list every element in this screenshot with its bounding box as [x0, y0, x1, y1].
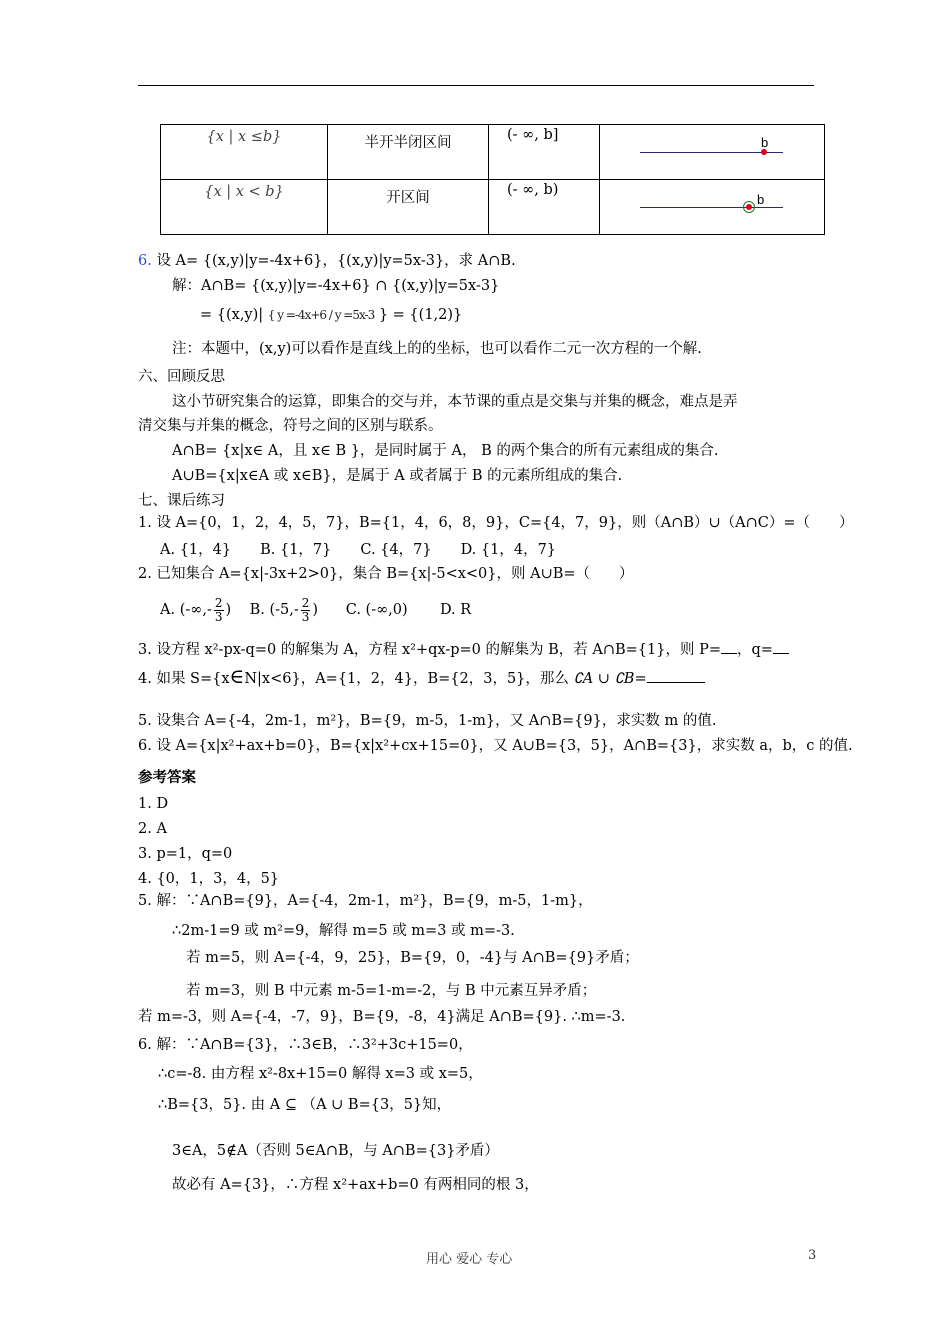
example-6-note: 注：本题中，(x,y)可以看作是直线上的的坐标，也可以看作二元一次方程的一个解. — [172, 341, 702, 357]
endpoint-dot — [746, 204, 752, 210]
interval-table — [160, 124, 825, 235]
answer-blank — [773, 641, 789, 654]
interval-name-cell: 开区间 — [328, 180, 489, 235]
fraction: $\frac{2}{3}$ — [214, 595, 223, 624]
interval-notation-cell: (- ∞, b) — [489, 180, 600, 235]
answer-6-line1: 6. 解：∵A∩B={3}，∴3∈B，∴3²+3c+15=0， — [138, 1037, 473, 1053]
endpoint-label: b — [757, 192, 765, 207]
review-paragraph-line2: 清交集与并集的概念，符号之间的区别与联系。 — [138, 418, 443, 434]
review-intersection-definition: A∩B= {x|x∈ A，且 x∈ B }，是同时属于 A， B 的两个集合的所有元素组成的集合. — [172, 443, 719, 459]
answer-6-line5: 故必有 A={3}，∴方程 x²+ax+b=0 有两相同的根 3， — [172, 1177, 539, 1193]
example-number: 6. — [138, 253, 152, 269]
practice-question-2: 2. 已知集合 A={x|-3x+2>0}，集合 B={x|-5<x<0}，则 A∪B=（ ） — [138, 566, 634, 582]
page-number: 3 — [808, 1248, 817, 1263]
review-paragraph-line1: 这小节研究集合的运算，即集合的交与并，本节课的重点是交集与并集的概念，难点是弄 — [172, 394, 738, 410]
endpoint-label: b — [761, 135, 769, 150]
interval-name-cell: 半开半闭区间 — [328, 125, 489, 180]
answer-1: 1. D — [138, 796, 169, 812]
answer-5-line1: 5. 解：∵A∩B={9}，A={-4，2m-1，m²}，B={9，m-5，1-m}， — [138, 893, 593, 909]
interval-notation-cell: (- ∞, b] — [489, 125, 600, 180]
footer-slogan: 用心 爱心 专心 — [426, 1252, 513, 1267]
answer-6-line3: ∴B={3，5}. 由 A ⊆ （A ∪ B={3，5}知， — [158, 1097, 452, 1113]
example-6-question: 6. 设 A= {(x,y)|y=-4x+6}，{(x,y)|y=5x-3}，求 A∩B. — [138, 253, 516, 269]
review-union-definition: A∪B={x|x∈A 或 x∈B}，是属于 A 或者属于 B 的元素所组成的集合. — [172, 468, 623, 484]
set-notation-cell: {x | x < b} — [161, 180, 328, 235]
equation-system: { y =-4x+6 / y =5x-3 — [267, 308, 375, 322]
answer-5-line2: ∴2m-1=9 或 m²=9，解得 m=5 或 m=3 或 m=-3. — [172, 923, 515, 939]
practice-question-6: 6. 设 A={x|x²+ax+b=0}，B={x|x²+cx+15=0}，又 A∪B={3，5}，A∩B={3}，求实数 a，b，c 的值. — [138, 738, 853, 754]
set-notation-cell: {x | x ≤b} — [161, 125, 328, 180]
practice-question-1: 1. 设 A={0，1，2，4，5，7}，B={1，4，6，8，9}，C={4，7，9}，则（A∩B）∪（A∩C）=（ ） — [138, 515, 854, 531]
header-rule — [138, 85, 814, 86]
number-line-cell — [600, 125, 825, 180]
answer-5-line5: 若 m=-3，则 A={-4，-7，9}，B={9，-8，4}满足 A∩B={9}. ∴m=-3. — [138, 1009, 626, 1025]
answer-6-line2: ∴c=-8. 由方程 x²-8x+15=0 解得 x=3 或 x=5， — [158, 1066, 483, 1082]
example-6-solution-line1: 解：A∩B= {(x,y)|y=-4x+6} ∩ {(x,y)|y=5x-3} — [172, 278, 500, 294]
answer-6-line4: 3∈A，5∉A（否则 5∈A∩B，与 A∩B={3}矛盾） — [172, 1143, 499, 1159]
section-heading-review: 六、回顾反思 — [138, 369, 225, 385]
example-6-solution-line2: = {(x,y)| { y =-4x+6 / y =5x-3 } = {(1,2)} — [200, 307, 463, 323]
fraction: $\frac{2}{3}$ — [301, 595, 310, 624]
table-row — [161, 180, 825, 235]
answer-blank — [647, 668, 705, 683]
practice-question-3: 3. 设方程 x²-px-q=0 的解集为 A，方程 x²+qx-p=0 的解集为 B，若 A∩B={1}，则 P= ，q= — [138, 640, 789, 660]
answer-5-line3: 若 m=5，则 A={-4，9，25}，B={9，0，-4}与 A∩B={9}矛盾； — [186, 950, 639, 966]
practice-question-1-options: A. {1，4} B. {1，7} C. {4，7} D. {1，4，7} — [160, 542, 557, 558]
answer-5-line4: 若 m=3，则 B 中元素 m-5=1-m=-2，与 B 中元素互异矛盾； — [186, 983, 597, 999]
section-heading-practice: 七、课后练习 — [138, 493, 225, 509]
practice-question-2-options: A. (-∞,- $\frac{2}{3}$ ) B. (-5,- $\frac{2}{3}$ ) C. (-∞,0) D. R — [160, 595, 472, 624]
table-row — [161, 125, 825, 180]
number-line — [640, 207, 783, 208]
practice-question-4: 4. 如果 S={x∈N|x<6}，A={1，2，4}，B={2，3，5}，那么 ∁A ∪ ∁B= — [138, 666, 705, 689]
practice-question-5: 5. 设集合 A={-4，2m-1，m²}，B={9，m-5，1-m}，又 A∩B={9}，求实数 m 的值. — [138, 713, 717, 729]
answer-blank — [721, 641, 737, 654]
answer-3: 3. p=1，q=0 — [138, 846, 233, 862]
answer-2: 2. A — [138, 821, 167, 837]
section-heading-answers: 参考答案 — [138, 769, 196, 786]
number-line-cell — [600, 180, 825, 235]
answer-4: 4. {0，1，3，4，5} — [138, 871, 280, 887]
